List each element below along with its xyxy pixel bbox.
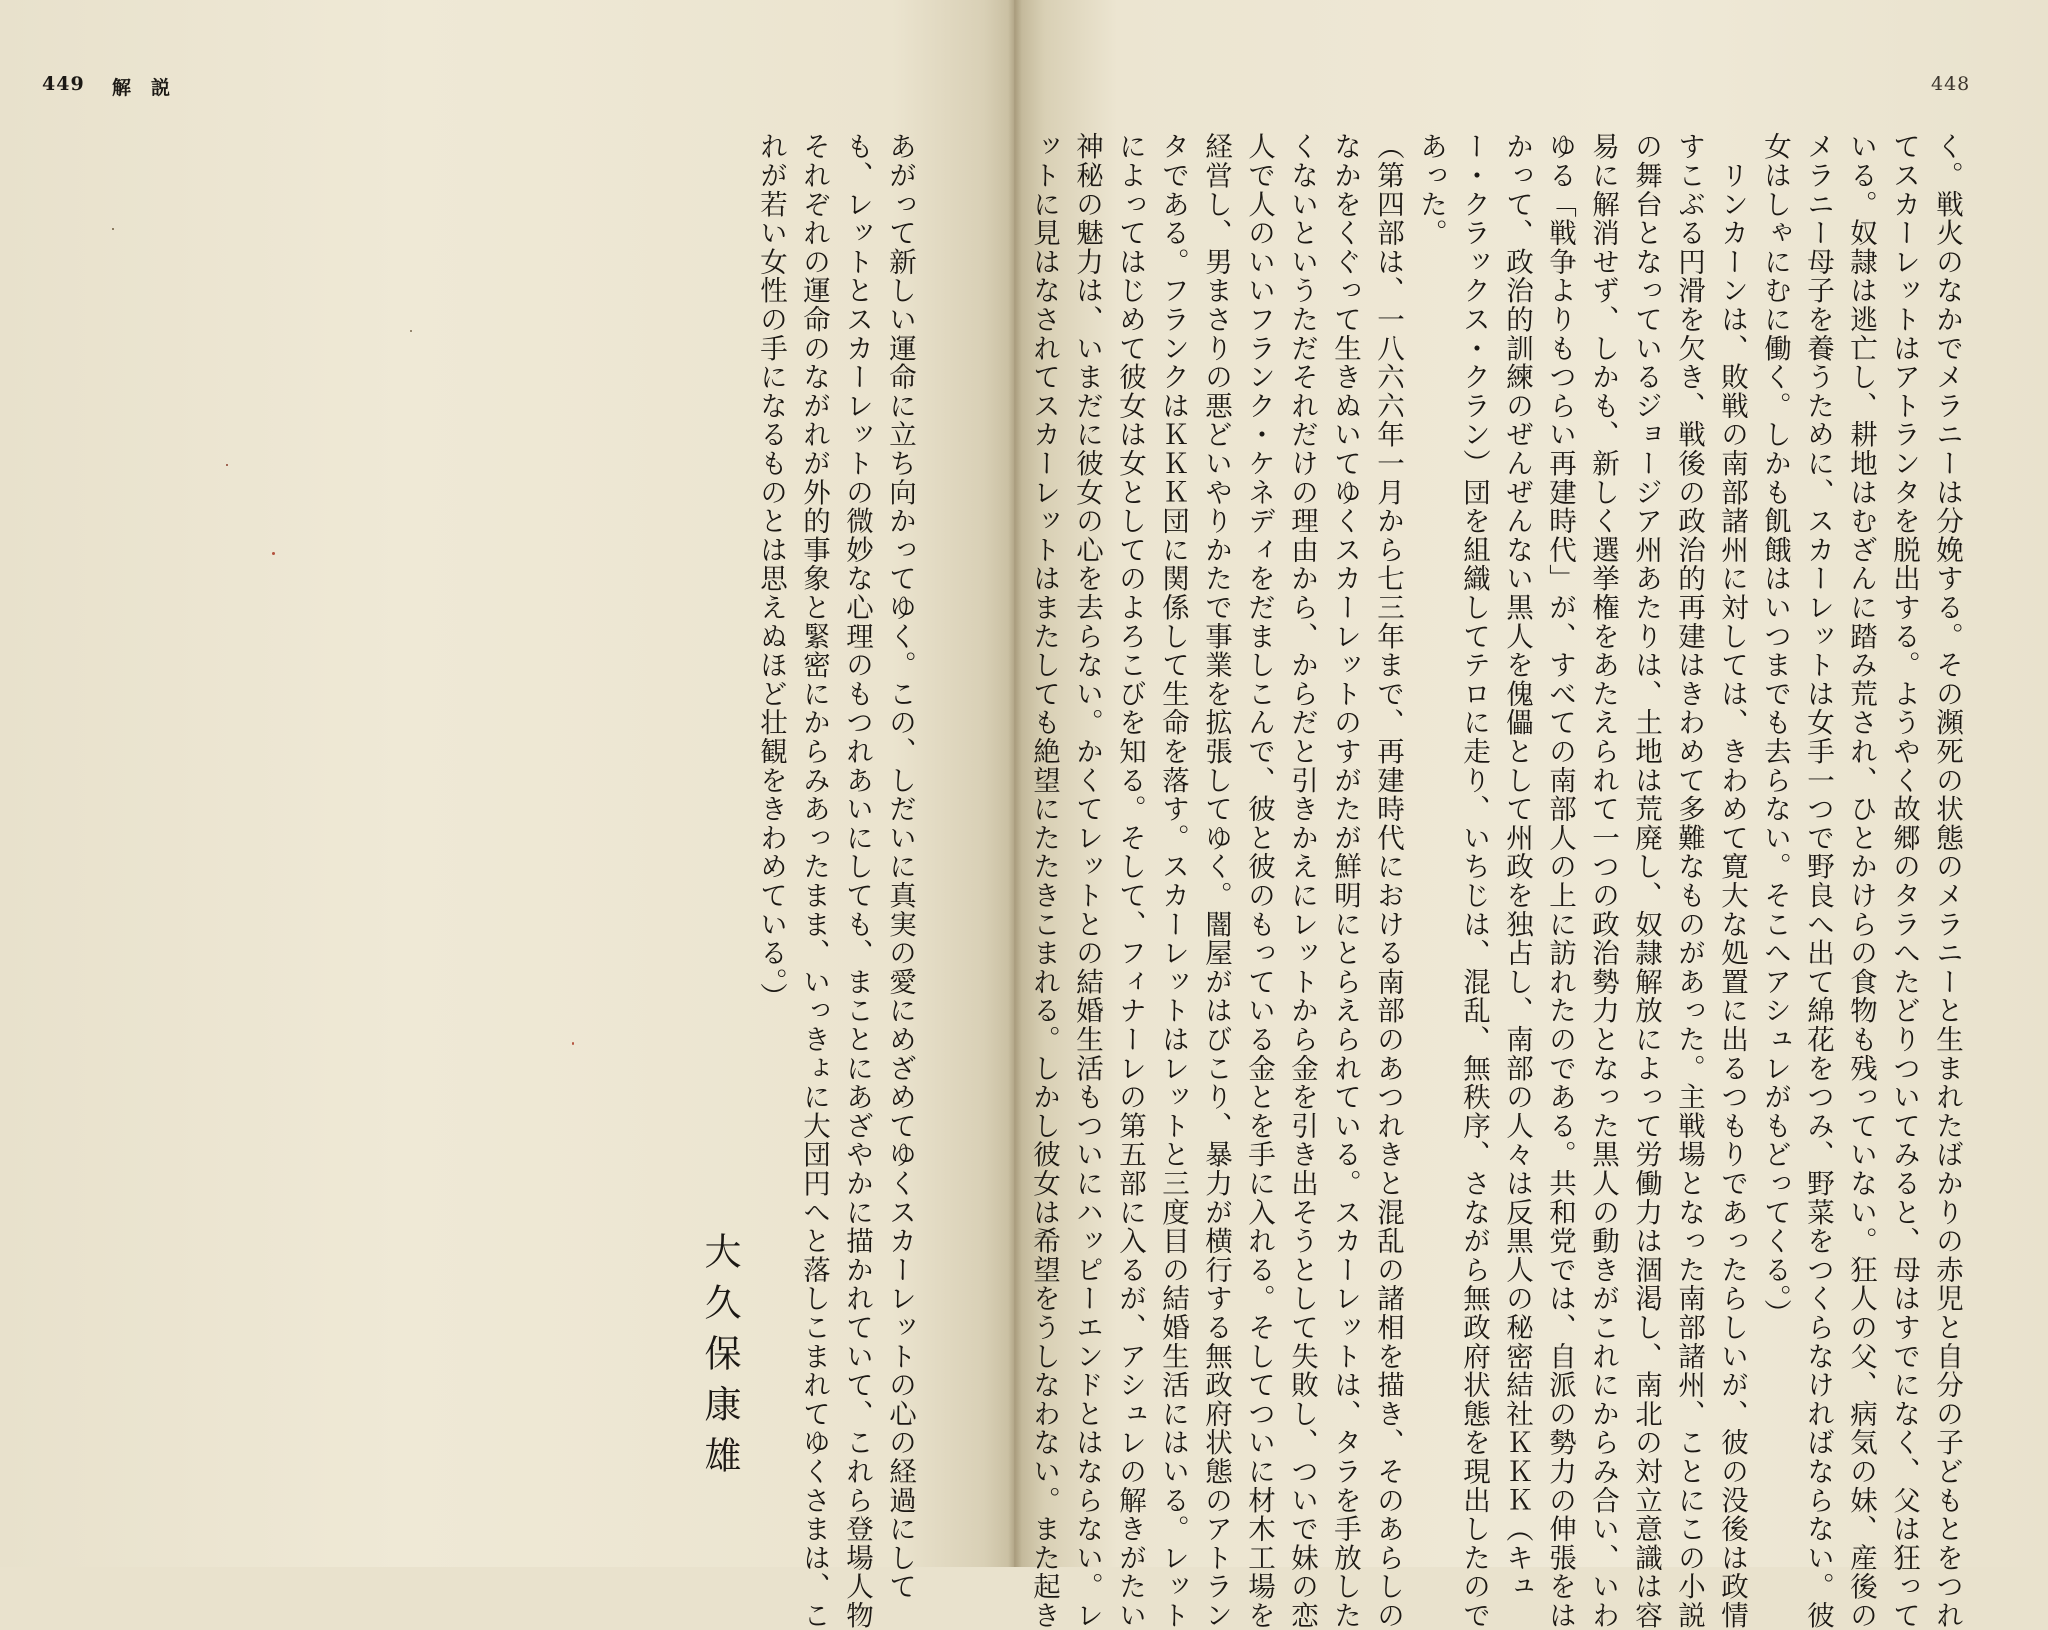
text-line: それぞれの運命のながれが外的事象と緊密にからみあったまま、いっきょに大団円へと落しこまれてゆくさまは、こ [798,132,830,1630]
paper-speck [272,552,275,555]
paper-speck [572,1042,574,1045]
running-head: 解説 [112,77,191,99]
text-line: ー・クラックス・クラン）団を組織してテロに走り、いちじは、混乱、無秩序、さながら無政府状態を現出したので [1458,132,1490,1630]
page-number-right: 448 [1931,73,1971,95]
paper-speck [410,330,412,332]
text-line: タである。フランクはＫＫＫ団に関係して生命を落す。スカーレットはレットと三度目の結婚生活にはいる。レット [1157,132,1189,1630]
text-line: かって、政治的訓練のぜんぜんない黒人を傀儡として州政を独占し、南部の人々は反黒人の秘密結社ＫＫＫ（キュ [1501,132,1533,1601]
text-line: によってはじめて彼女は女としてのよろこびを知る。そして、フィナーレの第五部に入るが、アシュレの解きがたい [1114,132,1146,1630]
text-line: メラニー母子を養うために、スカーレットは女手一つで野良へ出て綿花をつみ、野菜をつくらなければならない。彼 [1802,132,1834,1630]
text-line: てスカーレットはアトランタを脱出する。ようやく故郷のタラへたどりついてみると、母はすでになく、父は狂って [1888,132,1920,1630]
text-line: 易に解消せず、しかも、新しく選挙権をあたえられて一つの政治勢力となった黒人の動きがこれにからみ合い、いわ [1587,132,1619,1630]
text-line: れが若い女性の手になるものとは思えぬほど壮観をきわめている。） [755,132,787,1012]
text-line: なかをくぐって生きぬいてゆくスカーレットのすがたが鮮明にとらえられている。スカーレットは、タラを手放した [1329,132,1361,1630]
text-line: くないというただそれだけの理由から、からだと引きかえにレットから金を引き出そうとして失敗し、ついで妹の恋 [1286,132,1318,1630]
text-line: も、レットとスカーレットの微妙な心理のもつれあいにしても、まことにあざやかに描かれていて、これら登場人物 [841,132,873,1630]
text-line: あった。 [1415,132,1447,248]
text-line: ットに見はなされてスカーレットはまたしても絶望にたたきこまれる。しかし彼女は希望をうしなわない。また起き [1028,132,1060,1630]
text-line: く。戦火のなかでメラニーは分娩する。その瀕死の状態のメラニーと生まれたばかりの赤児と自分の子どもとをつれ [1931,132,1963,1630]
paper-speck [112,228,114,230]
text-line: ゆる「戦争よりもつらい再建時代」が、すべての南部人の上に訪れたのである。共和党では、自派の勢力の伸張をは [1544,132,1576,1630]
text-line: の舞台となっているジョージア州あたりは、土地は荒廃し、奴隷解放によって労働力は涸渇し、南北の対立意識は容 [1630,132,1662,1630]
left-page-text [749,132,921,1630]
text-line: 人で人のいいフランク・ケネディをだましこんで、彼と彼のもっている金とを手に入れる。そしてついに材木工場を [1243,132,1275,1630]
page-number-left: 449 [42,73,85,95]
paper-speck [226,464,228,466]
text-line: 女はしゃにむに働く。しかも飢餓はいつまでも去らない。そこへアシュレがもどってくる。） [1759,132,1791,1328]
text-line: リンカーンは、敗戦の南部諸州に対しては、きわめて寛大な処置に出るつもりであったらしいが、彼の没後は政情 [1716,132,1748,1630]
author-signature: 大久保康雄 [698,1232,741,1487]
text-line: （第四部は、一八六六年一月から七三年まで、再建時代における南部のあつれきと混乱の諸相を描き、そのあらしの [1372,132,1404,1630]
book-gutter [1008,0,1022,1567]
text-line: あがって新しい運命に立ち向かってゆく。この、しだいに真実の愛にめざめてゆくスカーレットの心の経過にして [884,132,916,1601]
text-line: 神秘の魅力は、いまだに彼女の心を去らない。かくてレットとの結婚生活もついにハッピーエンドとはならない。レ [1071,132,1103,1630]
right-page-text [1028,132,1968,1630]
text-line: 経営し、男まさりの悪どいやりかたで事業を拡張してゆく。闇屋がはびこり、暴力が横行する無政府状態のアトラン [1200,132,1232,1630]
text-line: いる。奴隷は逃亡し、耕地はむざんに踏み荒され、ひとかけらの食物も残っていない。狂人の父、病気の妹、産後の [1845,132,1877,1630]
text-line: すこぶる円滑を欠き、戦後の政治的再建はきわめて多難なものがあった。主戦場となった南部諸州、ことにこの小説 [1673,132,1705,1630]
